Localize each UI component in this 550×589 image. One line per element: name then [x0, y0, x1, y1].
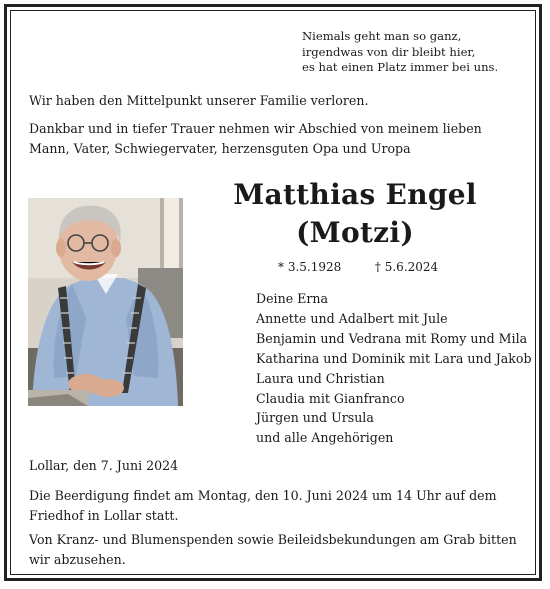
place-date: Lollar, den 7. Juni 2024 — [29, 458, 179, 473]
mourner-line: Jürgen und Ursula — [256, 410, 374, 426]
mourner-line: Claudia mit Gianfranco — [256, 390, 405, 406]
mourner-line: Deine Erna — [256, 291, 328, 306]
mourners-list — [256, 289, 532, 448]
motto-verse — [302, 29, 532, 76]
mourner-line: und alle Angehörigen — [256, 430, 394, 446]
death-date: † 5.6.2024 — [374, 260, 439, 274]
motto-line: es hat einen Platz immer bei uns. — [302, 60, 499, 74]
donation-notice: Von Kranz- und Blumenspenden sowie Beileidsbekundungen am Grab bitten wir abzusehen. — [29, 532, 517, 567]
mourner-line: Katharina und Dominik mit Lara und Jakob — [256, 350, 532, 366]
birth-date: * 3.5.1928 — [278, 260, 342, 274]
motto-line: Niemals geht man so ganz, — [302, 29, 462, 43]
intro-text: Wir haben den Mittelpunkt unserer Familie verloren. — [29, 93, 369, 108]
deceased-name: Matthias Engel — [233, 178, 477, 211]
portrait-illustration — [28, 198, 183, 406]
life-dates — [278, 258, 438, 276]
mourner-line: Benjamin und Vedrana mit Romy und Mila — [256, 330, 528, 346]
mourner-line: Annette und Adalbert mit Jule — [256, 310, 448, 326]
motto-line: irgendwas von dir bleibt hier, — [302, 44, 476, 59]
funeral-notice: Die Beerdigung findet am Montag, den 10. Juni 2024 um 14 Uhr auf dem Friedhof in Lollar statt. — [29, 488, 497, 523]
farewell-text: Dankbar und in tiefer Trauer nehmen wir Abschied von meinem lieben Mann, Vater, Schwiegervater, herzensguten Opa und Uropa — [29, 121, 482, 156]
portrait-photo — [28, 198, 183, 406]
deceased-nickname: (Motzi) — [296, 216, 414, 249]
mourner-line: Laura und Christian — [256, 370, 385, 386]
